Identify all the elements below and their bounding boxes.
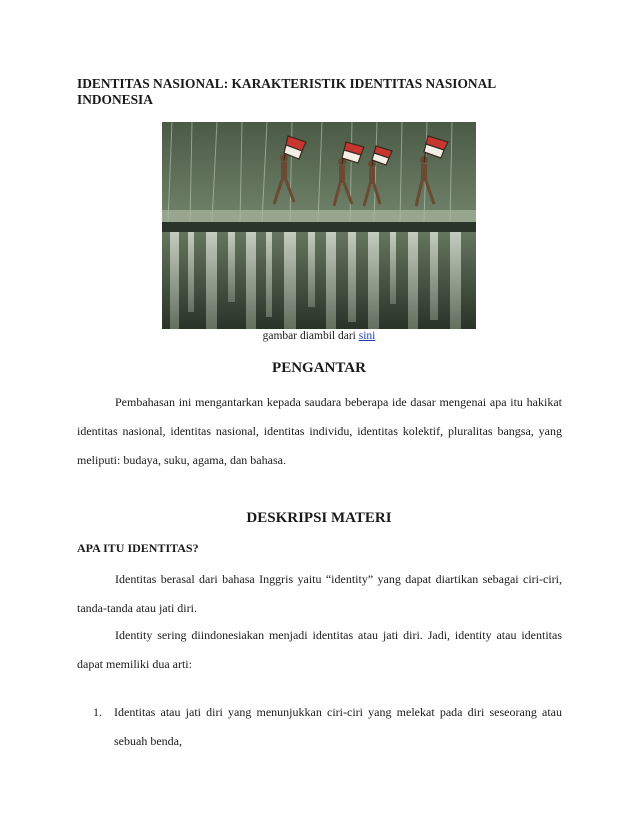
caption-text: gambar diambil dari [262,330,356,342]
waterfall-flag-photo [162,122,476,329]
list-item-text: Identitas atau jati diri yang menunjukkan ciri-ciri yang melekat pada diri seseorang atau sebuah benda, [114,705,562,748]
list-item-number: 1. [93,705,102,719]
section-heading-deskripsi: DESKRIPSI MATERI [246,510,392,526]
caption-source-link[interactable]: sini [358,330,376,342]
list-item [93,698,562,756]
image-caption [0,330,638,342]
pengantar-paragraph: Pembahasan ini mengantarkan kepada saudara beberapa ide dasar mengenai apa itu hakikat identitas nasional, identitas nasional, identitas individu, identitas kolektif, pluralitas bangsa, yang meliputi: budaya, suku, agama, dan bahasa. [77,395,562,467]
subheading-apa-itu-identitas: APA ITU IDENTITAS? [77,541,199,555]
header-photo [162,122,476,329]
document-title: IDENTITAS NASIONAL: KARAKTERISTIK IDENTITAS NASIONAL INDONESIA [77,76,496,107]
deskripsi-paragraph-2: Identity sering diindonesiakan menjadi identitas atau jati diri. Jadi, identity atau identitas dapat memiliki dua arti: [77,628,562,671]
section-heading-pengantar: PENGANTAR [272,360,366,376]
deskripsi-paragraph-1: Identitas berasal dari bahasa Inggris yaitu “identity” yang dapat diartikan sebagai ciri-ciri, tanda-tanda atau jati diri. [77,572,562,615]
